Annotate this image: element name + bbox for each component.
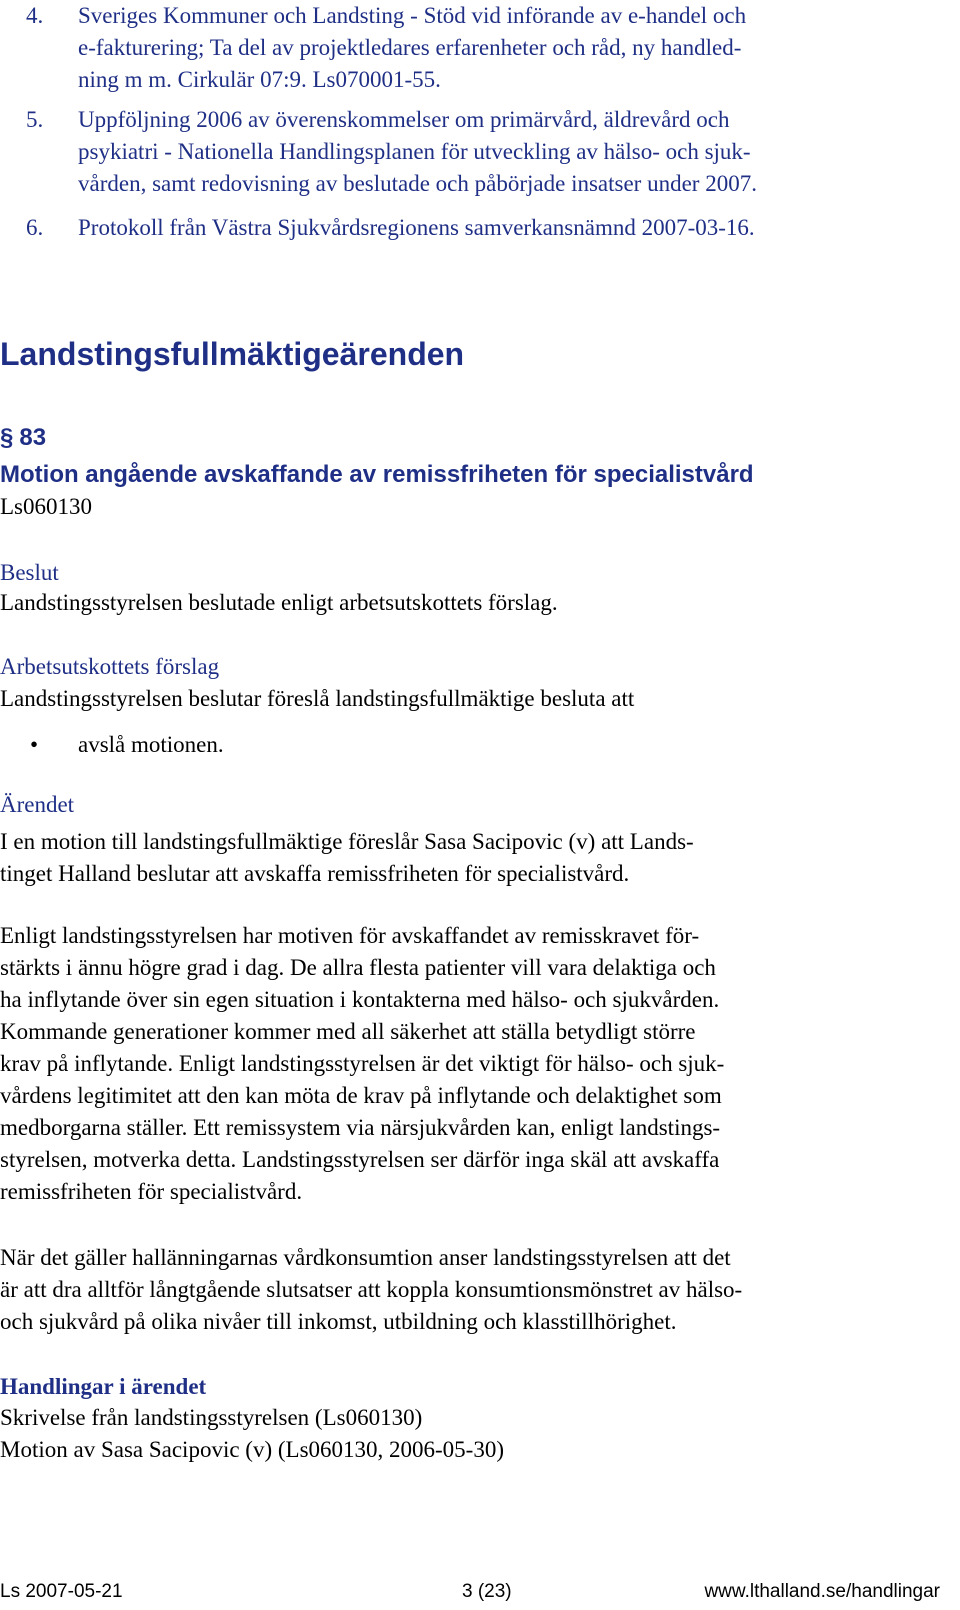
list-item [0,0,940,96]
paragraph-line: När det gäller hallänningarnas vårdkonsumtion anser landstingsstyrelsen att det [0,1245,731,1270]
arendet-paragraph-2 [0,920,940,1208]
footer-page-number: 3 (23) [462,1581,512,1602]
list-item-number: 6. [26,215,44,240]
paragraph-line: är att dra alltför långtgående slutsatser att koppla konsumtionsmönstret av hälso- [0,1277,743,1302]
paragraph-line: I en motion till landstingsfullmäktige föreslår Sasa Sacipovic (v) att Lands- [0,829,694,854]
section-number [0,424,46,452]
paragraph-line: krav på inflytande. Enligt landstingsstyrelsen är det viktigt för hälso- och sjuk- [0,1051,725,1076]
list-item [0,104,940,200]
footer-date: Ls 2007-05-21 [0,1581,123,1602]
list-item-line: Uppföljning 2006 av överenskommelser om primärvård, äldrevård och [78,107,730,132]
beslut-text: Landstingsstyrelsen beslutade enligt arbetsutskottets förslag. [0,590,558,615]
paragraph-line: ha inflytande över sin egen situation i kontakterna med hälso- och sjukvården. [0,987,720,1012]
section-number-value: 83 [19,424,47,451]
arendet-heading: Ärendet [0,792,75,817]
paragraph-line: remissfriheten för specialistvård. [0,1179,303,1204]
bullet-text: avslå motionen. [78,732,224,757]
paragraph-line: stärkts i ännu högre grad i dag. De allra flesta patienter vill vara delaktiga och [0,955,716,980]
page-footer [0,1578,940,1606]
paragraph-line: tinget Halland beslutar att avskaffa remissfriheten för specialistvård. [0,861,630,886]
arendet-paragraph-1 [0,826,940,890]
section-reference: Ls060130 [0,494,92,519]
forslag-text: Landstingsstyrelsen beslutar föreslå landstingsfullmäktige besluta att [0,686,635,711]
list-item-line: Protokoll från Västra Sjukvårdsregionens samverkansnämnd 2007-03-16. [78,215,755,240]
page-heading: Landstingsfullmäktigeärenden [0,336,465,372]
paragraph-line: vårdens legitimitet att den kan möta de krav på inflytande och delaktighet som [0,1083,722,1108]
paragraph-line: medborgarna ställer. Ett remissystem via närsjukvården kan, enligt landstings- [0,1115,721,1140]
list-item-line: psykiatri - Nationella Handlingsplanen för utveckling av hälso- och sjuk- [78,139,751,164]
paragraph-line: styrelsen, motverka detta. Landstingsstyrelsen ser därför inga skäl att avskaffa [0,1147,720,1172]
paragraph-line: Kommande generationer kommer med all säkerhet att ställa betydligt större [0,1019,696,1044]
list-item-line: Sveriges Kommuner och Landsting - Stöd vid införande av e-handel och [78,3,747,28]
handlingar-item: Skrivelse från landstingsstyrelsen (Ls060130) [0,1405,423,1430]
list-item-line: vården, samt redovisning av beslutade och påbörjade insatser under 2007. [78,171,757,196]
section-title: Motion angående avskaffande av remissfriheten för specialistvård [0,461,754,488]
numbered-list [0,0,940,244]
list-item-number: 5. [26,107,44,132]
paragraph-line: Enligt landstingsstyrelsen har motiven för avskaffandet av remisskravet för- [0,923,700,948]
list-item-line: ning m m. Cirkulär 07:9. Ls070001-55. [78,67,441,92]
list-item-number: 4. [26,3,44,28]
forslag-heading: Arbetsutskottets förslag [0,654,220,679]
footer-website: www.lthalland.se/handlingar [704,1581,940,1602]
bullet-marker: • [30,732,39,757]
paragraph-line: och sjukvård på olika nivåer till inkomst, utbildning och klasstillhörighet. [0,1309,677,1334]
section-symbol: § [0,424,14,451]
list-item-line: e-fakturering; Ta del av projektledares erfarenheter och råd, ny handled- [78,35,742,60]
beslut-heading: Beslut [0,560,59,585]
list-item [0,212,940,244]
arendet-paragraph-3 [0,1242,940,1338]
handlingar-heading: Handlingar i ärendet [0,1374,207,1399]
handlingar-item: Motion av Sasa Sacipovic (v) (Ls060130, 2006-05-30) [0,1437,505,1462]
